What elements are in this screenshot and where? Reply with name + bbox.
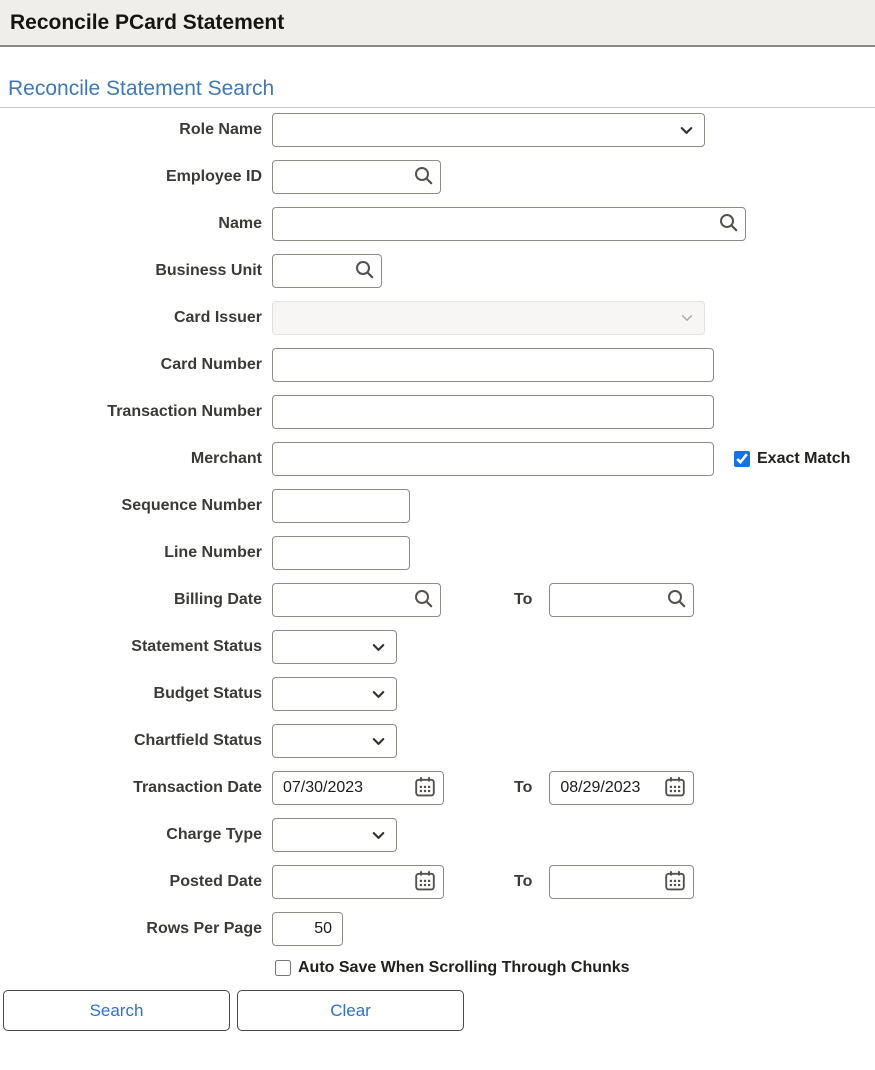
row-chartfield-status: [0, 724, 875, 758]
employee-id-label: Employee ID: [165, 168, 262, 185]
row-sequence-number: [0, 489, 875, 523]
posted-date-from-calendar-button[interactable]: [413, 869, 437, 896]
transaction-date-from-calendar-button[interactable]: [413, 775, 437, 802]
row-card-issuer: [0, 301, 875, 335]
calendar-icon: [663, 775, 687, 802]
row-posted-date: [0, 865, 875, 899]
transaction-date-label: Transaction Date: [133, 779, 262, 796]
statement-status-label: Statement Status: [131, 638, 262, 655]
row-transaction-date: [0, 771, 875, 805]
business-unit-lookup-button[interactable]: [354, 259, 375, 283]
billing-date-to-label: To: [514, 591, 533, 608]
section-divider: [0, 107, 875, 108]
employee-id-lookup-button[interactable]: [413, 165, 434, 189]
statement-status-select[interactable]: [272, 630, 397, 664]
card-number-label: Card Number: [160, 356, 262, 373]
row-name: [0, 207, 875, 241]
exact-match-checkbox[interactable]: [734, 451, 750, 467]
name-label: Name: [218, 215, 262, 232]
calendar-icon: [413, 775, 437, 802]
section-heading: Reconcile Statement Search: [8, 77, 275, 100]
card-issuer-label: Card Issuer: [173, 309, 262, 326]
row-rows-per-page: [0, 912, 875, 946]
card-issuer-select: [272, 301, 705, 335]
name-lookup-button[interactable]: [718, 212, 739, 236]
clear-button[interactable]: Clear: [237, 990, 464, 1031]
billing-date-from-lookup-button[interactable]: [413, 588, 434, 612]
budget-status-select[interactable]: [272, 677, 397, 711]
posted-date-to-calendar-button[interactable]: [663, 869, 687, 896]
card-number-input[interactable]: [272, 348, 714, 382]
merchant-input[interactable]: [272, 442, 714, 476]
exact-match-label: Exact Match: [757, 450, 851, 467]
row-line-number: [0, 536, 875, 570]
posted-date-to-label: To: [514, 873, 533, 890]
auto-save-label: Auto Save When Scrolling Through Chunks: [298, 959, 630, 976]
name-input[interactable]: [272, 207, 746, 241]
merchant-label: Merchant: [190, 450, 262, 467]
rows-per-page-input[interactable]: [272, 912, 343, 946]
calendar-icon: [413, 869, 437, 896]
row-card-number: [0, 348, 875, 382]
page-titlebar: [0, 0, 875, 47]
row-charge-type: [0, 818, 875, 852]
search-icon: [413, 165, 434, 189]
search-button[interactable]: Search: [3, 990, 230, 1031]
row-merchant: [0, 442, 875, 476]
sequence-number-input[interactable]: [272, 489, 410, 523]
role-name-select[interactable]: [272, 113, 705, 147]
calendar-icon: [663, 869, 687, 896]
auto-save-group: [275, 959, 630, 977]
chartfield-status-label: Chartfield Status: [133, 732, 262, 749]
search-form: [0, 113, 875, 1031]
row-employee-id: [0, 160, 875, 194]
search-icon: [413, 588, 434, 612]
row-transaction-number: [0, 395, 875, 429]
row-statement-status: [0, 630, 875, 664]
transaction-date-to-label: To: [514, 779, 533, 796]
budget-status-label: Budget Status: [153, 685, 262, 702]
chartfield-status-select[interactable]: [272, 724, 397, 758]
billing-date-label: Billing Date: [173, 591, 262, 608]
search-icon: [718, 212, 739, 236]
transaction-number-input[interactable]: [272, 395, 714, 429]
billing-date-to-lookup-button[interactable]: [666, 588, 687, 612]
line-number-input[interactable]: [272, 536, 410, 570]
row-budget-status: [0, 677, 875, 711]
business-unit-label: Business Unit: [155, 262, 262, 279]
posted-date-label: Posted Date: [169, 873, 262, 890]
row-auto-save: [0, 959, 875, 977]
sequence-number-label: Sequence Number: [121, 497, 262, 514]
search-icon: [354, 259, 375, 283]
exact-match-group: [734, 450, 850, 468]
action-buttons: [3, 990, 875, 1031]
line-number-label: Line Number: [164, 544, 262, 561]
transaction-number-label: Transaction Number: [107, 403, 262, 420]
role-name-label: Role Name: [179, 121, 262, 138]
rows-per-page-label: Rows Per Page: [146, 920, 262, 937]
search-icon: [666, 588, 687, 612]
transaction-date-to-calendar-button[interactable]: [663, 775, 687, 802]
charge-type-label: Charge Type: [166, 826, 262, 843]
charge-type-select[interactable]: [272, 818, 397, 852]
row-business-unit: [0, 254, 875, 288]
auto-save-checkbox[interactable]: [275, 960, 291, 976]
page-title: Reconcile PCard Statement: [10, 10, 285, 34]
row-billing-date: [0, 583, 875, 617]
row-role-name: [0, 113, 875, 147]
